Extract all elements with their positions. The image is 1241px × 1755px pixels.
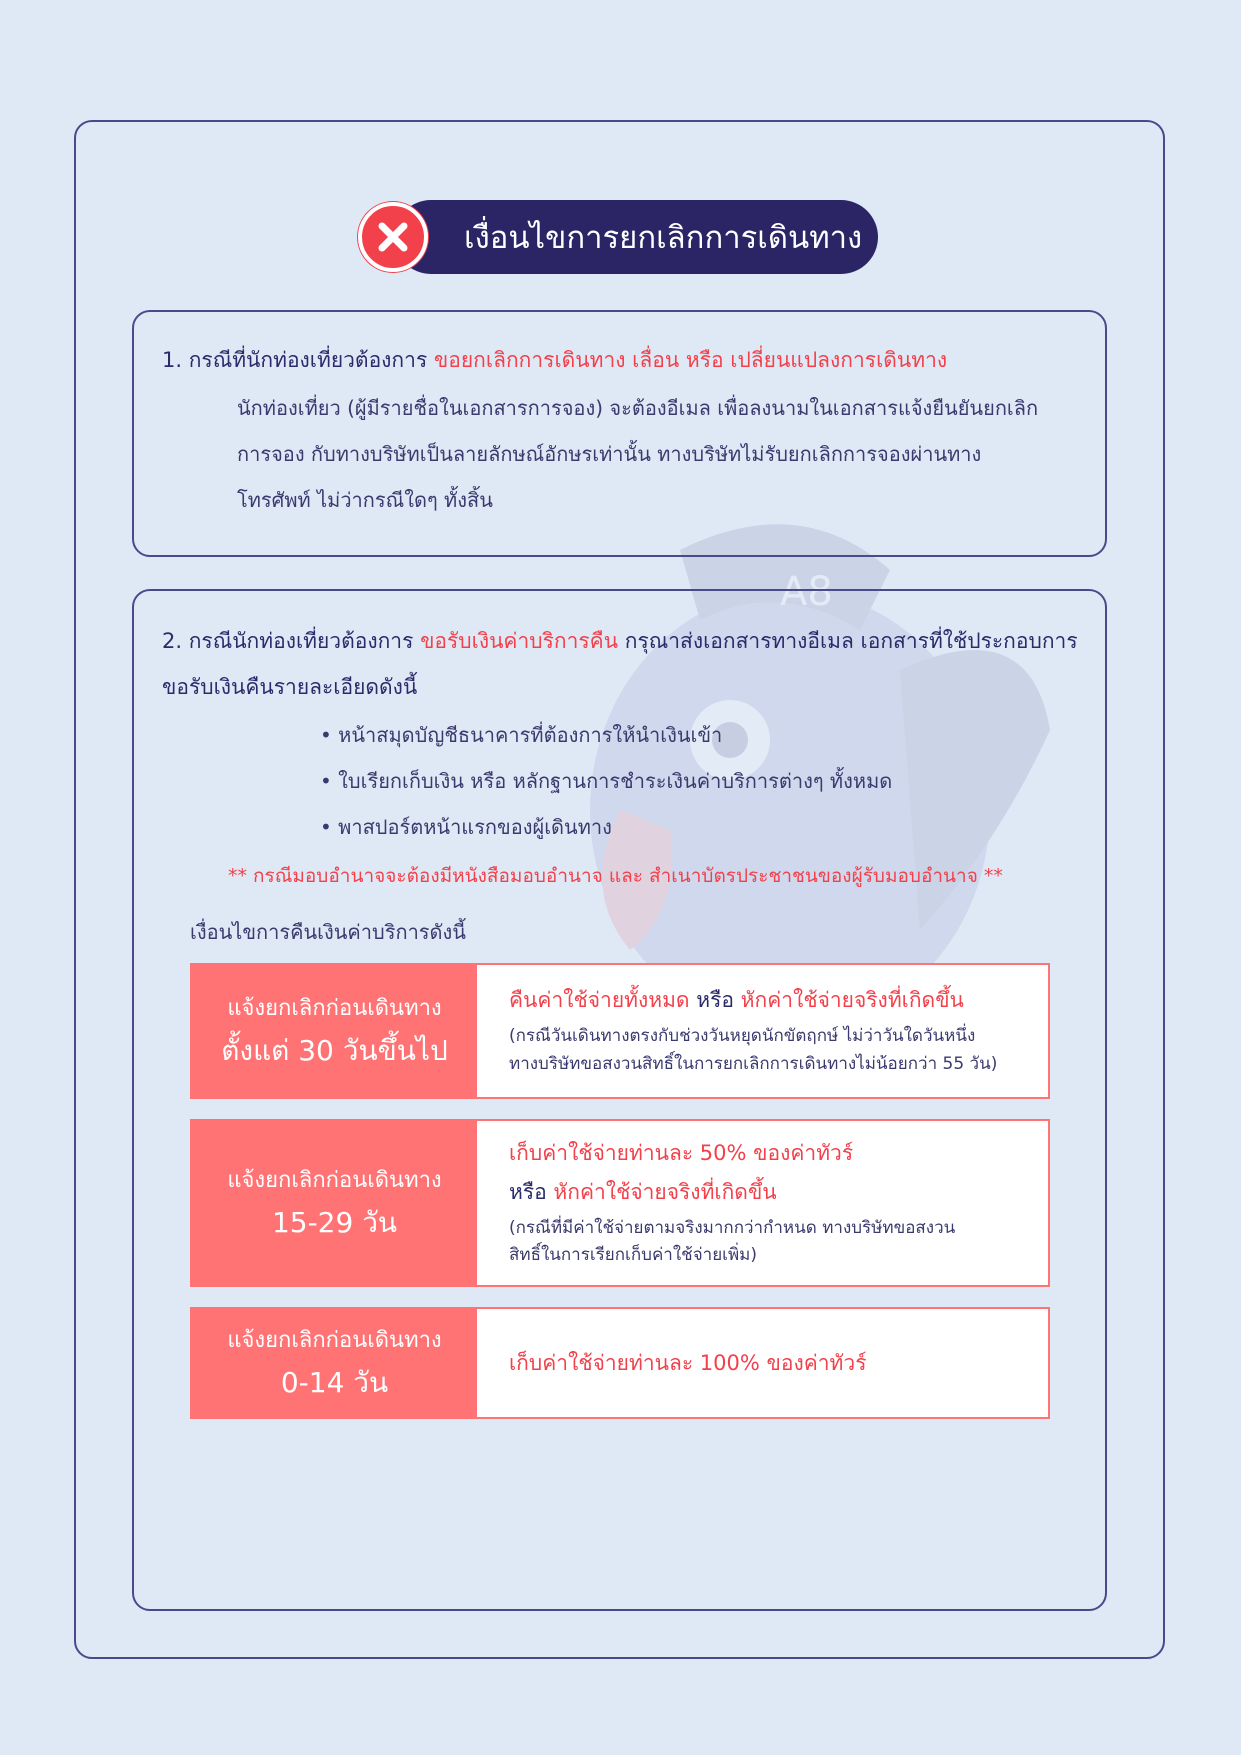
document-bullet: • ใบเรียกเก็บเงิน หรือ หลักฐานการชำระเงินค่าบริการต่างๆ ทั้งหมด [320,769,893,793]
rule-main-c: หักค่าใช้จ่ายจริงที่เกิดขึ้น [740,988,964,1013]
close-x-icon [358,202,428,272]
section2-heading-suffix: กรุณาส่งเอกสารทางอีเมล เอกสารที่ใช้ประกอบการ [618,629,1078,653]
rule-detail [477,965,1048,1097]
rule-sub-text [509,1215,1048,1269]
refund-rule-row [190,963,1050,1099]
section2-heading-line2: ขอรับเงินคืนรายละเอียดดังนี้ [162,675,418,699]
refund-conditions-title: เงื่อนไขการคืนเงินค่าบริการดังนี้ [190,920,466,944]
rule-sub-line: (กรณีที่มีค่าใช้จ่ายตามจริงมากกว่ากำหนด ทางบริษัทขอสงวน [509,1217,956,1238]
section1-heading [162,344,947,377]
rule-main-a: เก็บค่าใช้จ่ายท่านละ 50% ของค่าทัวร์ [509,1140,854,1165]
title-banner [358,198,878,276]
rule-main-a: เก็บค่าใช้จ่ายท่านละ 100% ของค่าทัวร์ [509,1350,867,1375]
section1-heading-prefix: 1. กรณีที่นักท่องเที่ยวต้องการ [162,348,434,372]
rule-period [192,1309,477,1417]
rule-period-days: 0-14 วัน [280,1365,389,1399]
section2-heading [162,625,1078,658]
rule-sub-line: (กรณีวันเดินทางตรงกับช่วงวันหยุดนักขัตฤกษ์ ไม่ว่าวันใดวันหนึ่ง [509,1026,976,1047]
rule-period-label: แจ้งยกเลิกก่อนเดินทาง [227,1167,442,1193]
rule-main-a: คืนค่าใช้จ่ายทั้งหมด [509,988,690,1013]
section2-heading-prefix: 2. กรณีนักท่องเที่ยวต้องการ [162,629,421,653]
section-cancel-change [132,310,1107,557]
rule-sub-line: ทางบริษัทขอสงวนสิทธิ์ในการยกเลิกการเดินทางไม่น้อยกว่า 55 วัน) [509,1053,998,1074]
document-bullet: • หน้าสมุดบัญชีธนาคารที่ต้องการให้นำเงินเข้า [320,723,723,747]
rule-main-b: หรือ [689,988,741,1013]
rule-main-c: หักค่าใช้จ่ายจริงที่เกิดขึ้น [553,1179,777,1204]
power-of-attorney-note: ** กรณีมอบอำนาจจะต้องมีหนังสือมอบอำนาจ และ สำเนาบัตรประชาชนของผู้รับมอบอำนาจ ** [228,865,1003,887]
rule-sub-line: สิทธิ์ในการเรียกเก็บค่าใช้จ่ายเพิ่ม) [509,1245,758,1265]
rule-period-label: แจ้งยกเลิกก่อนเดินทาง [227,995,442,1021]
rule-main-text [509,984,1048,1017]
section1-line: โทรศัพท์ ไม่ว่ากรณีใดๆ ทั้งสิ้น [237,488,493,512]
section-refund [132,589,1107,1611]
rule-period-days: 15-29 วัน [271,1205,398,1239]
refund-rule-row [190,1307,1050,1419]
section1-heading-highlight: ขอยกเลิกการเดินทาง เลื่อน หรือ เปลี่ยนแปลงการเดินทาง [433,348,948,372]
rule-sub-text [509,1023,1048,1077]
rule-period [192,1121,477,1285]
rule-detail [477,1121,1048,1285]
page-title: เงื่อนไขการยกเลิกการเดินทาง [394,200,878,274]
rule-period [192,965,477,1097]
document-bullet: • พาสปอร์ตหน้าแรกของผู้เดินทาง [320,815,612,839]
section2-heading-highlight: ขอรับเงินค่าบริการคืน [420,629,619,653]
refund-rule-row [190,1119,1050,1287]
rule-main-text [509,1176,1048,1209]
section1-line: การจอง กับทางบริษัทเป็นลายลักษณ์อักษรเท่านั้น ทางบริษัทไม่รับยกเลิกการจองผ่านทาง [237,442,982,466]
rule-period-days: ตั้งแต่ 30 วันขึ้นไป [221,1033,448,1067]
rule-period-label: แจ้งยกเลิกก่อนเดินทาง [227,1327,442,1353]
rule-main-b: หรือ [509,1179,554,1204]
watermark-label: A8 [780,569,833,615]
rule-detail [477,1309,1048,1417]
section1-line: นักท่องเที่ยว (ผู้มีรายชื่อในเอกสารการจอง) จะต้องอีเมล เพื่อลงนามในเอกสารแจ้งยืนยันยกเลิก [237,396,1039,420]
